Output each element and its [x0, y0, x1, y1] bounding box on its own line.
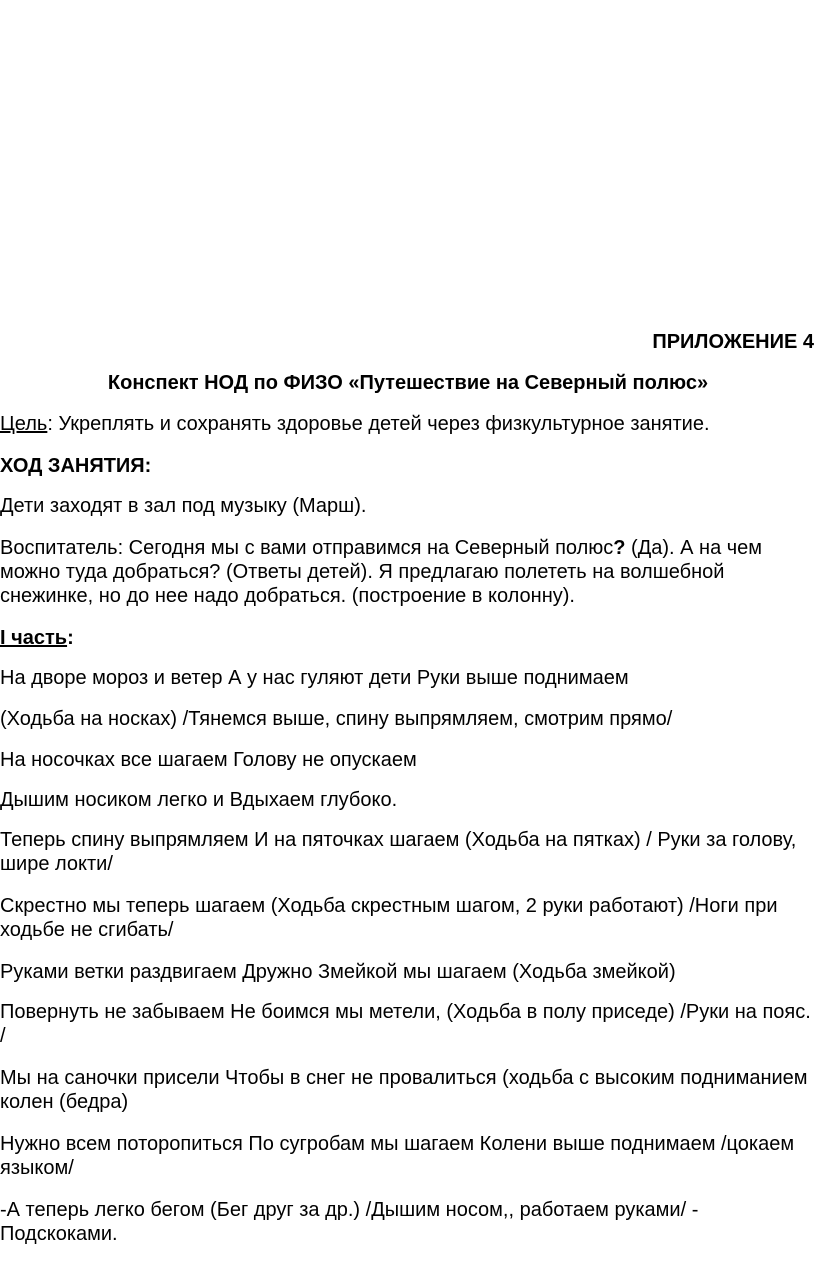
exercise-line: Мы на саночки присели Чтобы в снег не провалиться (ходьба с высоким подниманием колен (бедра) — [0, 1067, 808, 1113]
goal-paragraph — [0, 412, 812, 436]
goal-label: Цель — [0, 413, 48, 435]
exercise-line: На носочках все шагаем Голову не опускаем — [0, 749, 417, 771]
teacher-text-start: Воспитатель: Сегодня мы с вами отправимся на Северный полюс — [0, 537, 614, 559]
teacher-paragraph — [0, 536, 812, 608]
exercise-line: Теперь спину выпрямляем И на пяточках шагаем (Ходьба на пятках) / Руки за голову, шире локти/ — [0, 829, 797, 875]
teacher-text-rest: (Да). А на чем можно туда добраться? (Ответы детей). Я предлагаю полететь на волшебной снежинке, но до нее надо добраться. (построение в колонну). — [0, 537, 763, 607]
teacher-question-mark: ? — [613, 537, 626, 559]
goal-colon: : — [47, 413, 53, 435]
exercise-line: (Ходьба на носках) /Тянемся выше, спину выпрямляем, смотрим прямо/ — [0, 708, 673, 730]
exercise-line: Повернуть не забываем Не боимся мы метели, (Ходьба в полу приседе) /Руки на пояс. / — [0, 1001, 811, 1047]
exercise-line: -А теперь легко бегом (Бег друг за др.) /Дышим носом,, работаем руками/ - Подскоками. — [0, 1199, 699, 1245]
part-one-colon: : — [67, 627, 74, 649]
exercise-line: Скрестно мы теперь шагаем (Ходьба скрестным шагом, 2 руки работают) /Ноги при ходьбе не сгибать/ — [0, 895, 778, 941]
intro-paragraph: Дети заходят в зал под музыку (Марш). — [0, 495, 367, 517]
goal-text: Укреплять и сохранять здоровье детей через физкультурное занятие. — [52, 413, 710, 435]
appendix-label: ПРИЛОЖЕНИЕ 4 — [652, 331, 814, 353]
part-one-label: I часть — [0, 627, 68, 649]
exercise-line: Руками ветки раздвигаем Дружно Змейкой мы шагаем (Ходьба змейкой) — [0, 961, 676, 983]
lesson-heading: ХОД ЗАНЯТИЯ: — [0, 455, 152, 477]
document-title: Конспект НОД по ФИЗО «Путешествие на Северный полюс» — [107, 372, 709, 394]
exercise-line: На дворе мороз и ветер А у нас гуляют дети Руки выше поднимаем — [0, 667, 629, 689]
exercise-line: Нужно всем поторопиться По сугробам мы шагаем Колени выше поднимаем /цокаем языком/ — [0, 1133, 795, 1179]
part-one-heading — [0, 626, 812, 650]
exercise-line: Дышим носиком легко и Вдыхаем глубоко. — [0, 789, 398, 811]
